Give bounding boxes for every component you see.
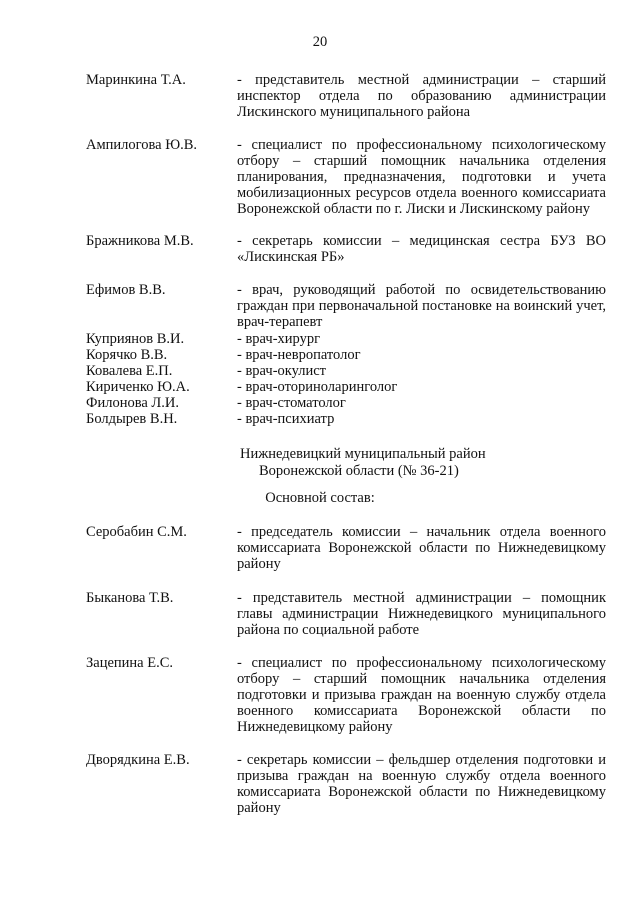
member-role: - представитель местной администрации – помощник главы администрации Нижнедевицкого муниципального района по социальной работе (237, 590, 606, 638)
member-name: Кириченко Ю.А. (86, 379, 190, 395)
member-role: - врач-оториноларинголог (237, 379, 398, 395)
member-name: Куприянов В.И. (86, 331, 185, 347)
member-name: Маринкина Т.А. (86, 72, 186, 88)
member-name: Зацепина Е.С. (86, 655, 174, 671)
member-role: - врач, руководящий работой по освидетельствованию граждан при первоначальной постановке на воинский учет, врач-терапевт (237, 282, 606, 330)
member-role: - представитель местной администрации – старший инспектор отдела по образованию администрации Лискинского муниципального района (237, 72, 606, 120)
composition-heading: Основной состав: (265, 490, 375, 506)
member-role: - врач-окулист (237, 363, 326, 379)
member-role: - председатель комиссии – начальник отдела военного комиссариата Воронежской области по Нижнедевицкому району (237, 524, 606, 572)
member-name: Корячко В.В. (86, 347, 168, 363)
member-name: Серобабин С.М. (86, 524, 187, 540)
member-role: - врач-невропатолог (237, 347, 361, 363)
member-role: - врач-хирург (237, 331, 321, 347)
member-role: - специалист по профессиональному психологическому отбору – старший помощник начальника отделения подготовки и призыва граждан на военную службу отдела военного комиссариата Воронежской области по Нижнедевицкому району (237, 655, 606, 735)
member-name: Болдырев В.Н. (86, 411, 178, 427)
member-name: Ефимов В.В. (86, 282, 166, 298)
member-name: Дворядкина Е.В. (86, 752, 190, 768)
member-role: - секретарь комиссии – медицинская сестра БУЗ ВО «Лискинская РБ» (237, 233, 606, 265)
member-role: - секретарь комиссии – фельдшер отделения подготовки и призыва граждан на военную службу отдела военного комиссариата Воронежской области по Нижнедевицкому району (237, 752, 606, 816)
member-name: Быканова Т.В. (86, 590, 174, 606)
member-role: - врач-психиатр (237, 411, 335, 427)
member-name: Бражникова М.В. (86, 233, 194, 249)
district-title: Нижнедевицкий муниципальный район (240, 446, 486, 462)
district-subtitle: Воронежской области (№ 36-21) (259, 463, 459, 479)
member-name: Ампилогова Ю.В. (86, 137, 198, 153)
page-number: 20 (312, 34, 328, 50)
member-name: Ковалева Е.П. (86, 363, 173, 379)
member-role: - специалист по профессиональному психологическому отбору – старший помощник начальника отделения планирования, предназначения, подготовки и учета мобилизационных ресурсов отдела военного комиссариата Воронежской области по г. Лиски и Лискинскому району (237, 137, 606, 217)
member-role: - врач-стоматолог (237, 395, 346, 411)
member-name: Филонова Л.И. (86, 395, 179, 411)
